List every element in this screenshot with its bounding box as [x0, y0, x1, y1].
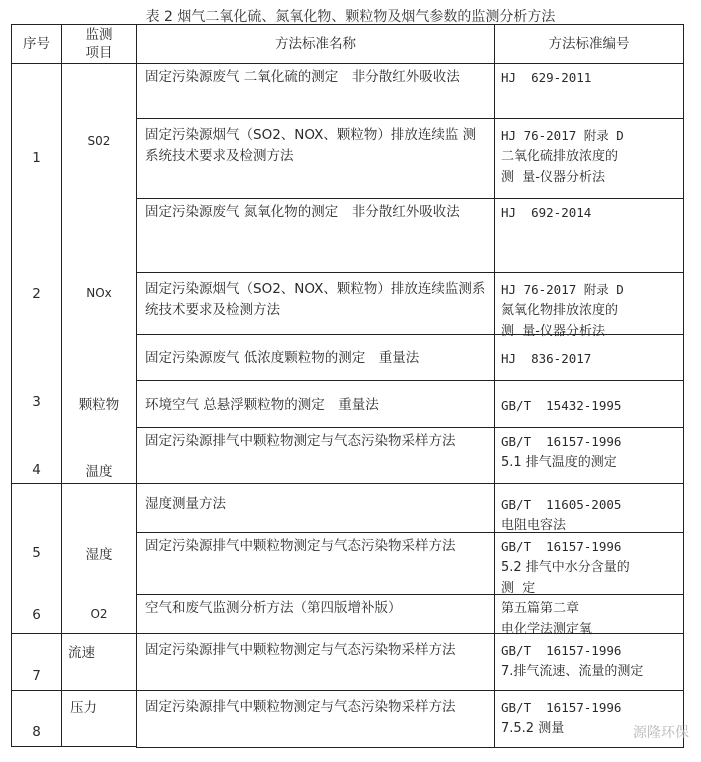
- method-name-cell: 固定污染源排气中颗粒物测定与气态污染物采样方法: [136, 690, 495, 748]
- method-name-cell: 固定污染源废气 低浓度颗粒物的测定 重量法: [136, 334, 495, 381]
- method-name-cell: 固定污染源排气中颗粒物测定与气态污染物采样方法: [136, 427, 495, 484]
- row-no: 2: [32, 286, 41, 302]
- method-code-line: HJ 629-2011: [501, 70, 592, 85]
- table-title: 表 2 烟气二氧化硫、氮氧化物、颗粒物及烟气参数的监测分析方法: [145, 9, 556, 25]
- row-no: 3: [32, 394, 41, 410]
- method-code-cell: [494, 198, 684, 273]
- method-code-line: 第五篇第二章: [501, 601, 580, 616]
- method-code-cell: [494, 483, 684, 533]
- method-code-line: 氮氧化物排放浓度的: [501, 303, 619, 318]
- method-code-line: HJ 76-2017 附录 D: [501, 282, 624, 297]
- method-name-cell: 固定污染源排气中颗粒物测定与气态污染物采样方法: [136, 532, 495, 595]
- method-code-line: 5.1 排气温度的测定: [501, 455, 617, 470]
- method-code-line: HJ 76-2017 附录 D: [501, 128, 624, 143]
- header-method-code: 方法标准编号: [494, 24, 684, 64]
- method-name-cell: 固定污染源烟气（SO2、NOX、颗粒物）排放连续监 测系统技术要求及检测方法: [136, 118, 495, 199]
- row-item: 流速: [68, 645, 95, 661]
- method-code-line: GB/T 11605-2005: [501, 497, 622, 512]
- method-code-cell: [494, 118, 684, 199]
- method-code-cell: [494, 427, 684, 484]
- row-item: 压力: [70, 700, 97, 716]
- header-item-line1: 监测: [85, 27, 113, 43]
- method-code-line: 测 定: [501, 581, 536, 596]
- watermark: 源隆环保: [633, 725, 689, 741]
- method-code-line: GB/T 16157-1996: [501, 643, 622, 658]
- header-no: 序号: [11, 24, 62, 64]
- method-code-cell: [494, 633, 684, 691]
- row-item: S02: [87, 134, 111, 148]
- method-code-line: 7.排气流速、流量的测定: [501, 664, 644, 679]
- method-code-line: GB/T 15432-1995: [501, 398, 622, 413]
- method-code-cell: [494, 63, 684, 119]
- method-code-cell: [494, 334, 684, 381]
- row-item: 颗粒物: [78, 397, 120, 413]
- method-name-cell: 固定污染源烟气（SO2、NOX、颗粒物）排放连续监测系统技术要求及检测方法: [136, 272, 495, 335]
- method-code-cell: [494, 532, 684, 595]
- header-method-name: 方法标准名称: [136, 24, 495, 64]
- row-no: 7: [32, 668, 41, 684]
- row-no: 1: [32, 150, 41, 166]
- method-name-cell: 湿度测量方法: [136, 483, 495, 533]
- method-code-cell: [494, 272, 684, 339]
- row-item: 温度: [85, 464, 113, 480]
- row-no: 8: [32, 724, 41, 740]
- row-no: 4: [32, 462, 41, 478]
- row-no: 5: [32, 545, 41, 561]
- method-code-line: 电化学法测定氧: [501, 622, 593, 637]
- method-code-line: 5.2 排气中水分含量的: [501, 560, 630, 575]
- no-block-1-4: [11, 63, 62, 484]
- method-code-line: 二氧化硫排放浓度的: [501, 149, 619, 164]
- method-code-line: GB/T 16157-1996: [501, 434, 622, 449]
- method-code-cell: [494, 594, 684, 637]
- method-code-line: GB/T 16157-1996: [501, 700, 622, 715]
- method-code-line: HJ 692-2014: [501, 205, 592, 220]
- method-name-cell: 固定污染源废气 二氧化硫的测定 非分散红外吸收法: [136, 63, 495, 119]
- item-block-1-4: [61, 63, 137, 484]
- method-code-line: 测 量-仪器分析法: [501, 324, 605, 339]
- method-name-cell: 固定污染源排气中颗粒物测定与气态污染物采样方法: [136, 633, 495, 691]
- method-name-cell: 空气和废气监测分析方法（第四版增补版）: [136, 594, 495, 634]
- method-code-cell: [494, 380, 684, 428]
- header-item: [61, 24, 137, 64]
- method-code-line: 测 量-仪器分析法: [501, 170, 605, 185]
- row-item: NOx: [86, 286, 112, 300]
- method-code-line: GB/T 16157-1996: [501, 539, 622, 554]
- method-name-cell: 固定污染源废气 氮氧化物的测定 非分散红外吸收法: [136, 198, 495, 273]
- row-no: 6: [32, 607, 41, 623]
- method-code-line: 电阻电容法: [501, 518, 567, 533]
- method-code-line: HJ 836-2017: [501, 351, 592, 366]
- header-item-line2: 项目: [85, 45, 113, 61]
- row-item: O2: [90, 607, 108, 621]
- method-name-cell: 环境空气 总悬浮颗粒物的测定 重量法: [136, 380, 495, 428]
- row-item: 湿度: [85, 547, 113, 563]
- method-code-line: 7.5.2 测量: [501, 721, 565, 736]
